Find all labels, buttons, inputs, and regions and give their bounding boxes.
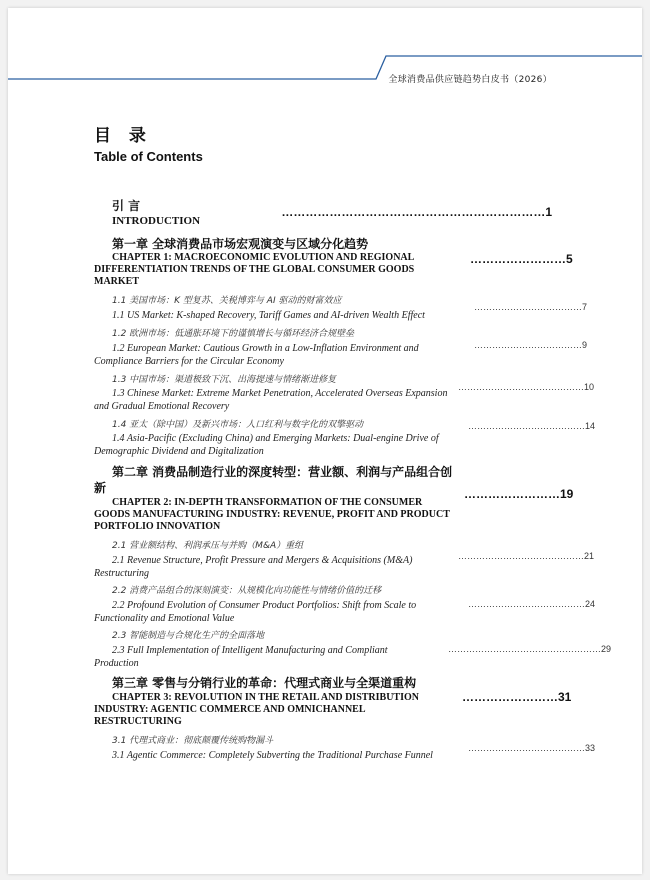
page-number: 7 — [582, 302, 588, 312]
section-3-1-en: 3.1 Agentic Commerce: Completely Subverting the Traditional Purchase Funnel — [112, 750, 433, 761]
section-2-1-en: 2.1 Revenue Structure, Profit Pressure and Mergers & Acquisitions (M&A) Restructuring — [94, 555, 413, 579]
intro-title-cn: 引 言 — [112, 199, 141, 213]
section-1-2-en: 1.2 European Market: Cautious Growth in a Low-Inflation Environment and Compliance Barriers for the Circular Economy — [94, 343, 419, 367]
toc-entry-1-1[interactable] — [474, 302, 588, 312]
chapter-3-title-cn: 第三章 零售与分销行业的革命：代理式商业与全渠道重构 — [112, 676, 417, 690]
toc-title-cn: 目 录 — [94, 126, 152, 146]
page-number: 10 — [584, 382, 595, 392]
section-2-3-cn: 2.3 智能制造与合规化生产的全面落地 — [112, 631, 265, 641]
leader-dots: …………………………………………… — [448, 644, 601, 654]
section-1-2-cn: 1.2 欧洲市场：低通胀环境下的谨慎增长与循环经济合规壁垒 — [112, 329, 355, 339]
leader-dots: ………………………………… — [468, 743, 585, 753]
toc-entry-1-4[interactable] — [468, 421, 596, 431]
section-1-4-cn: 1.4 亚太（除中国）及新兴市场：人口红利与数字化的双擎驱动 — [112, 420, 364, 430]
document-page — [8, 8, 642, 874]
page-number: 31 — [558, 690, 572, 704]
section-1-3-cn: 1.3 中国市场：渠道极致下沉、出海提速与情绪渐进修复 — [112, 375, 337, 385]
page-number: 5 — [566, 252, 573, 266]
leader-dots: ………………………………… — [468, 599, 585, 609]
intro-title-en: INTRODUCTION — [112, 215, 201, 227]
chapter-2-title-cn: 第二章 消费品制造行业的深度转型：营业额、利润与产品组合创新 — [94, 465, 453, 495]
toc-entry-intro[interactable] — [240, 205, 552, 219]
section-2-2-en: 2.2 Profound Evolution of Consumer Product Portfolios: Shift from Scale to Functionality and Emotional Value — [94, 600, 417, 624]
leader-dots: …………………………………… — [458, 382, 584, 392]
toc-entry-2-2[interactable] — [468, 599, 596, 609]
leader-dots: ……………………………… — [474, 340, 582, 350]
toc-entry-1-3[interactable] — [458, 382, 595, 392]
page-number: 24 — [585, 599, 596, 609]
section-2-2-cn: 2.2 消费产品组合的深刻演变：从规模化向功能性与情绪价值的迁移 — [112, 586, 382, 596]
toc-entry-chapter-1[interactable] — [470, 252, 573, 266]
page-number: 14 — [585, 421, 596, 431]
section-2-1-cn: 2.1 营业额结构、利润承压与并购（M&A）重组 — [112, 541, 304, 551]
toc-entry-1-2[interactable] — [474, 340, 588, 350]
leader-dots: ………………………………… — [468, 421, 585, 431]
chapter-1-title-en: CHAPTER 1: MACROECONOMIC EVOLUTION AND REGIONAL DIFFERENTIATION TRENDS OF THE GLOBAL CONSUMER GOODS MARKET — [94, 252, 415, 287]
leader-dots: ………………………………………………………… — [281, 205, 546, 219]
leader-dots: ……………………………… — [474, 302, 582, 312]
section-1-1-en: 1.1 US Market: K-shaped Recovery, Tariff Games and AI-driven Wealth Effect — [112, 310, 425, 321]
header-title: 全球消费品供应链趋势白皮书（2026） — [388, 75, 552, 85]
section-2-3-en: 2.3 Full Implementation of Intelligent Manufacturing and Compliant Production — [94, 645, 388, 669]
leader-dots: …………………… — [462, 690, 558, 704]
leader-dots: …………………………………… — [458, 551, 584, 561]
leader-dots: …………………… — [464, 487, 560, 501]
chapter-3-title-en: CHAPTER 3: REVOLUTION IN THE RETAIL AND DISTRIBUTION INDUSTRY: AGENTIC COMMERCE AND OMNICHANNEL RESTRUCTURING — [94, 692, 419, 727]
leader-dots: …………………… — [470, 252, 566, 266]
page-number: 29 — [601, 644, 612, 654]
toc-entry-chapter-3[interactable] — [462, 690, 572, 704]
page-number: 9 — [582, 340, 588, 350]
chapter-2-title-en: CHAPTER 2: IN-DEPTH TRANSFORMATION OF THE CONSUMER GOODS MANUFACTURING INDUSTRY: REVENUE, PROFIT AND PRODUCT PORTFOLIO INNOVATION — [94, 497, 450, 532]
section-1-1-cn: 1.1 美国市场：K 型复苏、关税博弈与 AI 驱动的财富效应 — [112, 296, 342, 306]
toc-entry-3-1[interactable] — [468, 743, 596, 753]
toc-title-en: Table of Contents — [94, 149, 203, 164]
page-number: 21 — [584, 551, 595, 561]
section-1-4-en: 1.4 Asia-Pacific (Excluding China) and Emerging Markets: Dual-engine Drive of Demographic Dividend and Digitalization — [94, 433, 439, 457]
section-3-1-cn: 3.1 代理式商业：彻底颠覆传统购物漏斗 — [112, 736, 274, 746]
toc-entry-2-1[interactable] — [458, 551, 595, 561]
page-number: 33 — [585, 743, 596, 753]
toc-entry-2-3[interactable] — [448, 644, 612, 654]
chapter-1-title-cn: 第一章 全球消费品市场宏观演变与区域分化趋势 — [112, 237, 369, 251]
section-1-3-en: 1.3 Chinese Market: Extreme Market Penetration, Accelerated Overseas Expansion and Gradual Emotional Recovery — [94, 388, 448, 412]
page-number: 1 — [545, 205, 552, 219]
toc-entry-chapter-2[interactable] — [464, 487, 574, 501]
page-number: 19 — [560, 487, 574, 501]
